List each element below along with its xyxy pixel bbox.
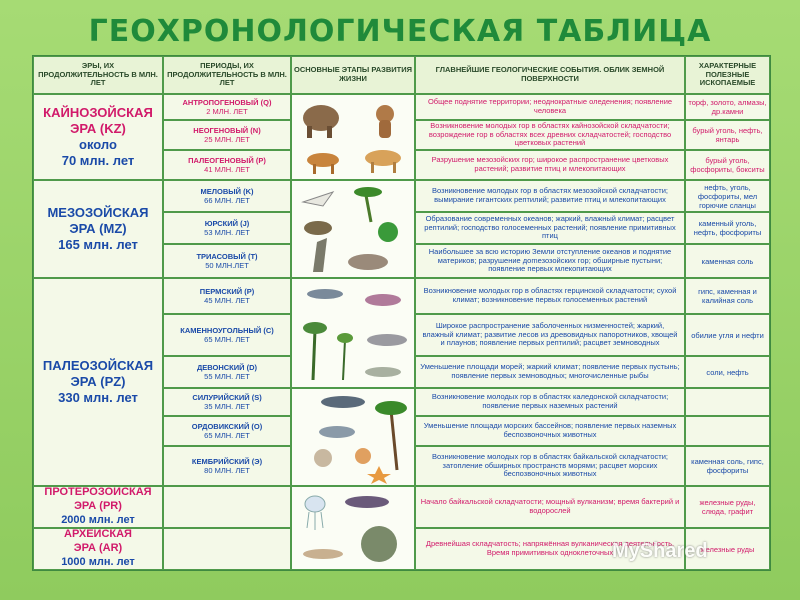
header-periods: ПЕРИОДЫ, ИХ ПРОДОЛЖИТЕЛЬНОСТЬ В МЛН. ЛЕТ [163,56,291,94]
minerals-neogene: бурый уголь, нефть, янтарь [685,120,770,150]
dinosaur-icon [313,238,327,272]
period-triassic: ТРИАСОВЫЙ (T) 50 МЛН.ЛЕТ [163,244,291,278]
era-code: ЭРА (PZ) [70,373,126,389]
minerals-devonian: соли, нефть [685,356,770,388]
era-duration: около [79,137,117,152]
shell-icon [355,448,371,464]
event-neogene: Возникновение молодых гор в областях кайнозойской складчатости; возрождение гор в областях всех древних складчатостей; господство цветковых растений [415,120,685,150]
jellyfish-icon [305,496,325,512]
event-cambrian: Возникновение молодых гор в областях байкальской складчатости; затопление обширных пространств морями; расцвет морских беспозвоночных животных [415,446,685,486]
flatworm-icon [303,549,343,559]
horse-icon [307,153,339,167]
coelacanth-icon [321,396,365,408]
era-name: ПАЛЕОЗОЙСКАЯ [42,357,154,373]
era-duration: 1000 млн. лет [61,555,135,568]
header-minerals: ХАРАКТЕРНЫЕ ПОЛЕЗНЫЕ ИСКОПАЕМЫЕ [685,56,770,94]
period-carboniferous: КАМЕННОУГОЛЬНЫЙ (C) 65 МЛН. ЛЕТ [163,314,291,356]
illustration-early-paleozoic-life [291,388,415,486]
era-name: КАЙНОЗОЙСКАЯ [43,104,153,120]
minerals-proterozoic: железные руды, слюда, графит [685,486,770,528]
era-cenozoic [33,94,163,180]
era-duration: 165 млн. лет [58,237,138,253]
period-jurassic: ЮРСКИЙ (J) 53 МЛН. ЛЕТ [163,212,291,244]
era-code: ЭРА (PR) [74,500,122,513]
page-title: ГЕОХРОНОЛОГИЧЕСКАЯ ТАБЛИЦА [88,14,712,49]
period-devonian: ДЕВОНСКИЙ (D) 55 МЛН. ЛЕТ [163,356,291,388]
starfish-icon [367,466,391,484]
period-ordovician: ОРДОВИКСКИЙ (O) 65 МЛН. ЛЕТ [163,416,291,446]
event-ordovician: Уменьшение площади морских бассейнов; появление первых наземных беспозвоночных животных [415,416,685,446]
early-fish-icon [319,426,355,438]
minerals-permian: гипс, каменная и калийная соль [685,278,770,314]
event-paleogene: Разрушение мезозойских гор; широкое распространение цветковых растений; развитие птиц и млекопитающих [415,150,685,180]
bird-icon [303,192,333,206]
amphibian-icon [365,294,401,306]
era-code: ЭРА (KZ) [70,120,126,136]
era-duration: 2000 млн. лет [61,513,135,526]
trilobite-icon [314,449,332,467]
illustration-mesozoic-life [291,180,415,278]
event-cretaceous: Возникновение молодых гор в областях мезозойской складчатости; вымирание гигантских рептилий; развитие птиц и млекопитающих [415,180,685,212]
reptile-icon [348,254,388,270]
era-duration: 330 млн. лет [58,390,138,406]
event-jurassic: Образование современных океанов; жаркий, влажный климат; расцвет рептилий; господство голосеменных растений; появление примитивных птиц [415,212,685,244]
period-anthropogene: АНТРОПОГЕНОВЫЙ (Q) 2 МЛН. ЛЕТ [163,94,291,120]
mammal-icon [304,221,332,235]
era-proterozoic [33,486,163,528]
period-paleogene: ПАЛЕОГЕНОВЫЙ (P) 41 МЛН. ЛЕТ [163,150,291,180]
minerals-cambrian: каменная соль, гипс, фосфориты [685,446,770,486]
minerals-jurassic: каменный уголь, нефть, фосфориты [685,212,770,244]
geochronological-table [32,55,771,571]
plant-icon [378,222,398,242]
era-code: ЭРА (MZ) [69,220,127,236]
era-name: АРХЕЙСКАЯ [64,528,132,541]
era-archean [33,528,163,570]
sponge-icon [361,526,397,562]
lizard-icon [365,367,401,377]
period-cambrian: КЕМБРИЙСКИЙ (Э) 80 МЛН. ЛЕТ [163,446,291,486]
era-duration: 70 млн. лет [61,153,135,169]
event-proterozoic: Начало байкальской складчатости; мощный вулканизм; время бактерий и водорослей [415,486,685,528]
early-reptile-icon [367,334,407,346]
period-empty [163,528,291,570]
minerals-archean: железные руды [685,528,770,570]
palm-tree-icon [391,410,397,470]
period-permian: ПЕРМСКИЙ (P) 45 МЛН. ЛЕТ [163,278,291,314]
period-cretaceous: МЕЛОВЫЙ (K) 66 МЛН. ЛЕТ [163,180,291,212]
illustration-cenozoic-life [291,94,415,180]
event-triassic: Наибольшее за всю историю Земли отступление океанов и поднятие материков; разрушение доmезозойских гор; обширные пустыни; появление первых млекопитающих [415,244,685,278]
illustration-late-paleozoic-life [291,278,415,388]
minerals-triassic: каменная соль [685,244,770,278]
worm-icon [345,496,389,508]
event-anthropogene: Общее поднятие территории; неоднократные оледенения; появление человека [415,94,685,120]
era-name: ПРОТЕРОЗОЙСКАЯ [44,486,152,499]
minerals-silurian [685,388,770,416]
header-events: ГЛАВНЕЙШИЕ ГЕОЛОГИЧЕСКИЕ СОБЫТИЯ. ОБЛИК ЗЕМНОЙ ПОВЕРХНОСТИ [415,56,685,94]
minerals-anthropogene: торф, золото, алмазы, др.камни [685,94,770,120]
period-neogene: НЕОГЕНОВЫЙ (N) 25 МЛН. ЛЕТ [163,120,291,150]
minerals-carboniferous: обилие угля и нефти [685,314,770,356]
event-devonian: Уменьшение площади морей; жаркий климат; появление первых пустынь; появление первых земноводных; многочисленные рыбы [415,356,685,388]
event-silurian: Возникновение молодых гор в областях каледонской складчатости; появление первых наземных растений [415,388,685,416]
header-eras: ЭРЫ, ИХ ПРОДОЛЖИТЕЛЬНОСТЬ В МЛН. ЛЕТ [33,56,163,94]
event-carboniferous: Широкое распространение заболоченных низменностей; жаркий, влажный климат; развитие лесов из древовидных папоротников, хвощей и плаунов; появление первых рептилий; расцвет земноводных [415,314,685,356]
illustration-precambrian-life [291,486,415,570]
minerals-ordovician [685,416,770,446]
period-silurian: СИЛУРИЙСКИЙ (S) 35 МЛН. ЛЕТ [163,388,291,416]
fern-tree-icon [313,330,315,380]
era-name: МЕЗОЗОЙСКАЯ [47,204,149,220]
era-paleozoic [33,278,163,486]
event-permian: Возникновение молодых гор в областях герцинской складчатости; сухой климат; возникновение первых голосеменных растений [415,278,685,314]
era-code: ЭРА (AR) [73,542,123,555]
event-archean: Древнейшая складчатость; напряжённая вулканическая деятельность. Время примитивных одноклеточных [415,528,685,570]
minerals-paleogene: бурый уголь, фосфориты, бокситы [685,150,770,180]
fish-icon [307,289,343,299]
period-empty [163,486,291,528]
minerals-cretaceous: нефть, уголь, фосфориты, мел горючие сланцы [685,180,770,212]
header-stages: ОСНОВНЫЕ ЭТАПЫ РАЗВИТИЯ ЖИЗНИ [291,56,415,94]
myshared-watermark: MyShared [612,540,708,562]
era-mesozoic [33,180,163,278]
